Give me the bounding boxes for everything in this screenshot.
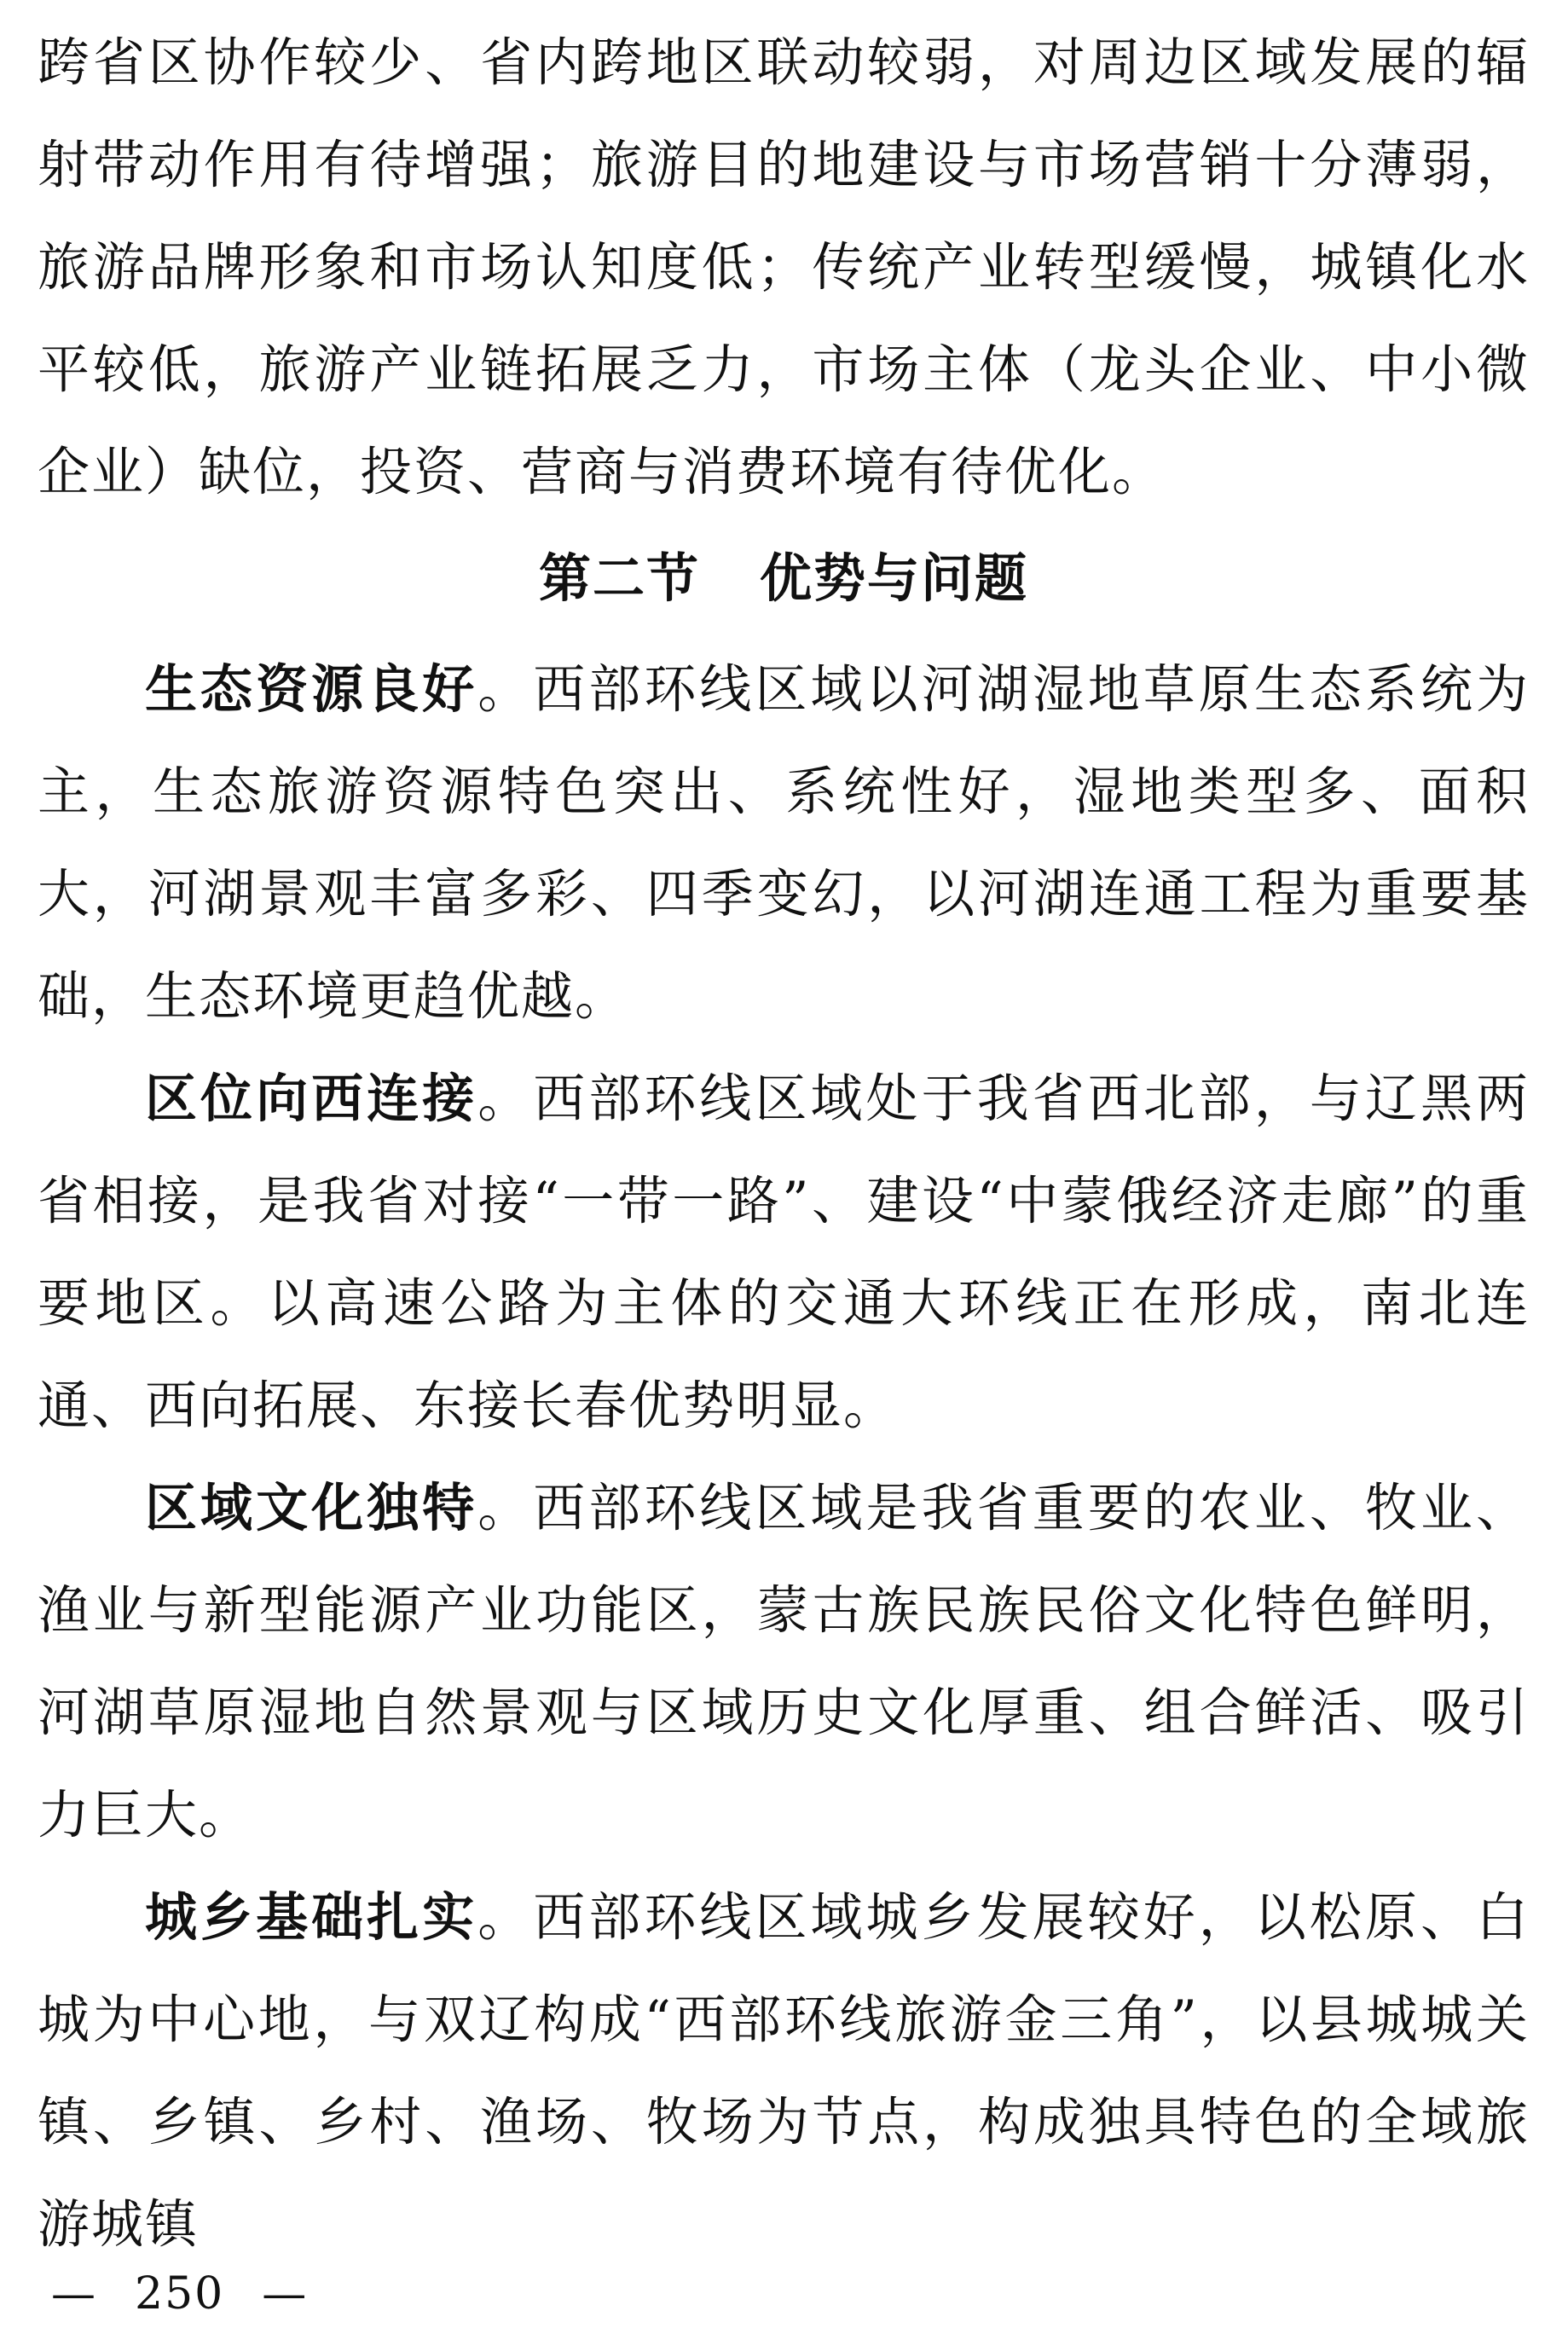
paragraph-ecology [38, 639, 1530, 1048]
footer-dash-left: — [51, 2268, 97, 2320]
continuation-paragraph: 跨省区协作较少、省内跨地区联动较弱，对周边区域发展的辐射带动作用有待增强；旅游目的地建设与市场营销十分薄弱，旅游品牌形象和市场认知度低；传统产业转型缓慢，城镇化水平较低，旅游产业链拓展乏力，市场主体（龙头企业、中小微企业）缺位，投资、营商与消费环境有待优化。 [38, 32, 1530, 502]
section-heading [38, 524, 1530, 639]
paragraph-location [38, 1048, 1530, 1457]
paragraph-lead: 生态资源良好 [145, 659, 478, 720]
document-page [38, 0, 1530, 2276]
paragraph-body: 。西部环线区域城乡发展较好，以松原、白城为中心地，与双辽构成“西部环线旅游金三角”，以县城城关镇、乡镇、乡村、渔场、牧场为节点，构成独具特色的全域旅游城镇 [38, 1887, 1530, 2255]
paragraph-body: 。西部环线区域是我省重要的农业、牧业、渔业与新型能源产业功能区，蒙古族民族民俗文化特色鲜明，河湖草原湿地自然景观与区域历史文化厚重、组合鲜活、吸引力巨大。 [38, 1478, 1530, 1845]
paragraph-body: 。西部环线区域处于我省西北部，与辽黑两省相接，是我省对接“一带一路”、建设“中蒙俄经济走廊”的重要地区。以高速公路为主体的交通大环线正在形成，南北连通、西向拓展、东接长春优势明显。 [38, 1069, 1530, 1436]
paragraph-lead: 区域文化独特 [145, 1478, 478, 1538]
footer-dash-right: — [262, 2268, 309, 2320]
paragraph-lead: 区位向西连接 [145, 1069, 478, 1129]
section-title: 优势与问题 [760, 548, 1029, 609]
paragraph-urban-rural [38, 1867, 1530, 2276]
page-footer [51, 2268, 308, 2320]
section-number: 第二节 [538, 548, 700, 609]
paragraph-culture [38, 1457, 1530, 1867]
paragraph-lead: 城乡基础扎实 [145, 1887, 478, 1948]
page-number: 250 [135, 2268, 225, 2320]
paragraph-body: 。西部环线区域以河湖湿地草原生态系统为主，生态旅游资源特色突出、系统性好，湿地类型多、面积大，河湖景观丰富多彩、四季变幻，以河湖连通工程为重要基础，生态环境更趋优越。 [38, 659, 1530, 1027]
